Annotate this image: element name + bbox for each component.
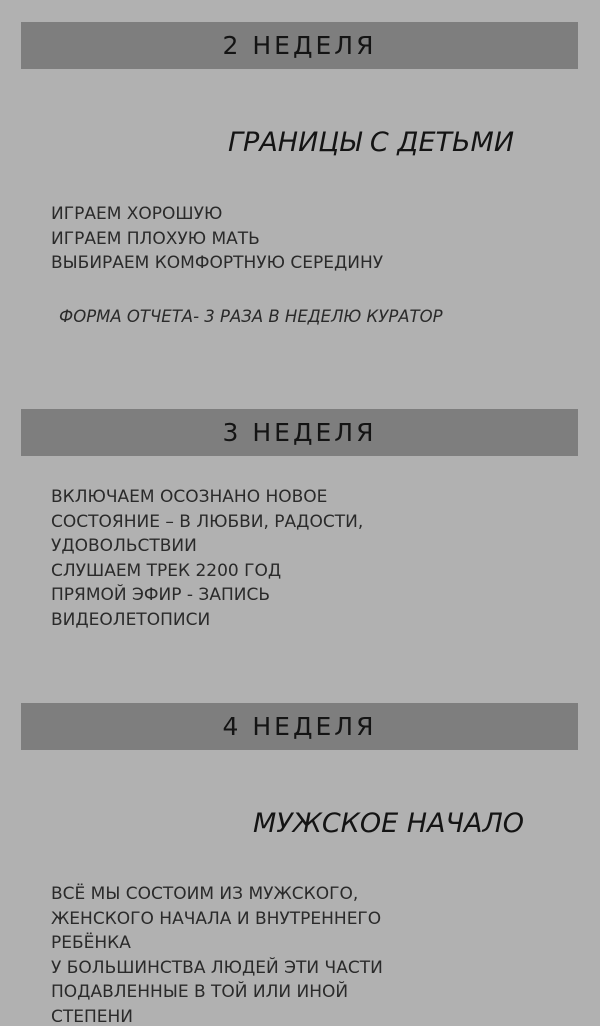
week-4-title: МУЖСКОЕ НАЧАЛО [253,808,525,839]
week-4-text [51,882,571,1026]
week-3-header [21,409,578,456]
week-2-line: ВЫБИРАЕМ КОМФОРТНУЮ СЕРЕДИНУ [51,253,384,273]
week-3-text [51,485,571,632]
week-4-line: ПОДАВЛЕННЫЕ В ТОЙ ИЛИ ИНОЙ [51,982,349,1002]
week-4-header-label: 4 НЕДЕЛЯ [222,712,377,741]
week-4-line: СТЕПЕНИ [51,1006,134,1026]
week-4-line: РЕБЁНКА [51,933,131,953]
week-2-header-label: 2 НЕДЕЛЯ [222,31,377,60]
week-2-line: ИГРАЕМ ХОРОШУЮ [51,204,223,224]
week-3-line: ВКЛЮЧАЕМ ОСОЗНАНО НОВОЕ [51,487,328,507]
week-4-line: ЖЕНСКОГО НАЧАЛА И ВНУТРЕННЕГО [51,908,382,929]
week-4-line: ВСЁ МЫ СОСТОИМ ИЗ МУЖСКОГО, [51,884,359,904]
week-3-line: СЛУШАЕМ ТРЕК 2200 ГОД [51,560,282,581]
week-4-header [21,703,578,750]
week-2-line: ИГРАЕМ ПЛОХУЮ МАТЬ [51,228,260,249]
week-3-line: УДОВОЛЬСТВИИ [51,536,197,556]
week-2-report-note: ФОРМА ОТЧЕТА- 3 РАЗА В НЕДЕЛЮ КУРАТОР [59,307,443,326]
week-3-header-label: 3 НЕДЕЛЯ [222,418,377,447]
week-2-text [51,202,571,276]
week-4-line: У БОЛЬШИНСТВА ЛЮДЕЙ ЭТИ ЧАСТИ [51,957,383,978]
week-2-title: ГРАНИЦЫ С ДЕТЬМИ [228,127,515,158]
week-3-line: СОСТОЯНИЕ – В ЛЮБВИ, РАДОСТИ, [51,511,364,532]
week-3-line: ПРЯМОЙ ЭФИР - ЗАПИСЬ [51,585,270,605]
week-2-header [21,22,578,69]
week-3-line: ВИДЕОЛЕТОПИСИ [51,609,211,630]
